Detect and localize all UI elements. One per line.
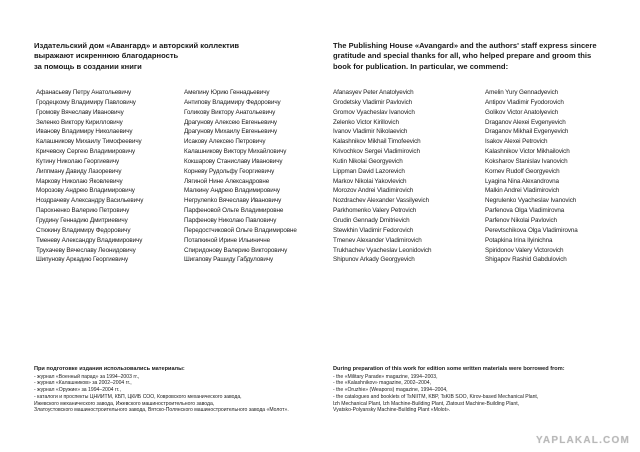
names-list-en-col2: [485, 88, 578, 265]
name-item: Шигапову Рашиду Габдуловичу: [184, 256, 274, 264]
name-item: Potapkina Irina Ilyinichna: [485, 236, 553, 244]
heading-line: Издательский дом «Авангард» и авторский коллектив: [34, 41, 240, 50]
name-item: Драгунову Алексею Евгеньевичу: [184, 118, 277, 126]
name-item: Амелину Юрию Геннадьевичу: [184, 89, 270, 96]
heading-line: The Publishing House «Avangard» and the authors' staff express sincere: [333, 41, 597, 50]
name-item: Nozdrachev Alexander Vassilyevich: [333, 197, 429, 205]
name-item: Маркову Николаю Яковлевичу: [36, 177, 123, 185]
name-item: Lyagina Nina Alexandrovna: [485, 177, 559, 185]
footnote-line: - каталоги и проспекты ЦНИИТМ, КБП, ЦКИБ СОО, Ковровского механического завода,: [34, 393, 242, 400]
name-item: Shigapov Rashid Gabdulovich: [485, 256, 567, 264]
name-item: Draganov Mikhail Evgenyevich: [485, 128, 569, 136]
name-item: Тменеву Александру Владимировичу: [36, 236, 143, 244]
name-item: Ivanov Vladimir Nikolaevich: [333, 128, 408, 136]
name-item: Markov Nikolai Yakovlevich: [333, 177, 407, 185]
heading-line: выражают искреннюю благодарность: [34, 51, 179, 61]
name-item: Malkin Andrei Vladimirovich: [485, 187, 560, 195]
name-item: Иванову Владимиру Николаевичу: [36, 128, 133, 136]
name-item: Негрулenko Вячеславу Ивановичу: [184, 197, 282, 205]
name-item: Negrulenko Vyacheslav Ivanovich: [485, 197, 577, 205]
sources-footnote-ru: [34, 366, 314, 414]
site-watermark: YAPLAKAL.COM: [535, 435, 630, 446]
footnote-line: - the «Oruzhie» (Weapons) magazine, 1994–2004,: [333, 387, 448, 394]
name-item: Koksharov Stanislav Ivanovich: [485, 157, 568, 165]
name-item: Калашникову Виктору Михайловичу: [184, 148, 287, 156]
name-item: Малкину Андрею Владимировичу: [184, 187, 280, 195]
names-list-ru-col1: [36, 88, 143, 265]
name-item: Parkhomenko Valery Petrovich: [333, 207, 417, 215]
acknowledgement-heading-en: [333, 41, 618, 72]
acknowledgement-heading-ru: [34, 41, 304, 72]
name-item: Шипунову Аркадию Георгиевичу: [36, 256, 128, 264]
name-item: Кутину Николаю Георгиевичу: [36, 157, 119, 165]
name-item: Кокшарову Станиславу Ивановичу: [184, 157, 283, 165]
name-item: Gromov Vyacheslav Ivanovich: [333, 108, 415, 116]
name-item: Парфеновой Ольге Владимировне: [184, 207, 284, 215]
name-item: Stewkhin Vladimir Fedorovich: [333, 226, 414, 234]
name-item: Spiridonov Valery Victorovich: [485, 246, 564, 254]
name-item: Amelin Yury Gennadyevich: [485, 89, 559, 96]
name-item: Морозову Андрею Владимировичу: [36, 187, 135, 195]
right-page-english: [322, 0, 640, 452]
names-list-en-col1: [333, 88, 431, 265]
name-item: Грудину Геннадию Дмитриевичу: [36, 216, 128, 224]
names-list-ru-col2: [184, 88, 297, 265]
footnote-line: Златоустовского машиностроительного завода, Вятско-Полянского машиностроительного завода «Молот».: [34, 407, 289, 414]
name-item: Трухачеву Вячеславу Леонидовичу: [36, 246, 136, 254]
name-item: Grudin Gennady Dmitrievich: [333, 216, 410, 224]
name-item: Липпману Давиду Лазоревичу: [36, 167, 122, 175]
name-item: Исакову Алексею Петровичу: [184, 138, 266, 146]
heading-line: gratitude and special thanks for all, who helped prepare and groom this: [333, 51, 592, 61]
name-item: Гродецкому Владимиру Павловичу: [36, 98, 136, 106]
name-item: Afanasyev Peter Anatolyevich: [333, 89, 414, 96]
name-item: Передостчиковой Ольге Владимировне: [184, 226, 297, 234]
footnote-line: - журнал «Оружие» за 1994–2004 гг.,: [34, 387, 121, 394]
name-item: Калашникову Михаилу Тимофеевичу: [36, 138, 142, 146]
name-item: Парфенову Николаю Павловичу: [184, 216, 277, 224]
footnote-line: - журнал «Калашников» за 2002–2004 гг.,: [34, 380, 132, 387]
heading-line: book for publication. In particular, we commend:: [333, 61, 509, 71]
name-item: Драгунову Михаилу Евгеньевичу: [184, 128, 278, 136]
name-item: Krivochkov Sergei Vladimirovich: [333, 148, 420, 156]
name-item: Зеленко Виктору Кирилловичу: [36, 118, 123, 126]
footnote-title: При подготовке издания использовались материалы:: [34, 366, 185, 372]
name-item: Kutin Nikolai Georgyevich: [333, 157, 403, 165]
name-item: Стюкину Владимиру Федоровичу: [36, 226, 131, 234]
name-item: Kalashnikov Mikhail Timofeevich: [333, 138, 421, 146]
name-item: Tmenev Alexander Vladimirovich: [333, 236, 422, 244]
name-item: Антипову Владимиру Федоровичу: [184, 98, 281, 106]
footnote-line: - the «Military Parade» magazine, 1994–2003,: [333, 373, 438, 380]
name-item: Zelenko Victor Kirillovich: [333, 118, 399, 126]
name-item: Афанасьеву Петру Анатольевичу: [36, 89, 132, 96]
footnote-line: - the «Kalashnikov» magazine, 2002–2004,: [333, 380, 431, 387]
name-item: Парохненко Валерию Петровичу: [36, 207, 130, 215]
name-item: Громову Вячеславу Ивановичу: [36, 108, 124, 116]
name-item: Потапкиной Ирине Ильиничне: [184, 236, 271, 244]
name-item: Спиридонову Валерию Викторовичу: [184, 246, 288, 254]
name-item: Shipunov Arkady Georgyevich: [333, 256, 415, 264]
footnote-line: Ижевского механического завода, Ижевского машиностроительного завода,: [34, 400, 215, 407]
sources-footnote-en: [333, 366, 633, 414]
footnote-line: Vyatsko-Polyansky Machine-Building Plant «Molot».: [333, 407, 451, 414]
name-item: Parfenova Olga Vladimirovna: [485, 207, 565, 215]
name-item: Lippman David Lazorevich: [333, 167, 405, 175]
name-item: Isakov Alexei Petrovich: [485, 138, 548, 146]
footnote-line: - the catalogues and booklets of TsNIITM, KBP, TsKIB SOO, Kirov-based Mechanical Plant,: [333, 393, 539, 400]
name-item: Draganov Alexei Evgenyevich: [485, 118, 566, 126]
name-item: Trukhachev Vyacheslav Leonidovich: [333, 246, 432, 254]
name-item: Ноздрачеву Александру Васильевичу: [36, 197, 144, 205]
name-item: Kalashnikov Victor Mikhailovich: [485, 148, 570, 156]
name-item: Perevtschikova Olga Vladimirovna: [485, 226, 578, 234]
name-item: Grodetsky Vladimir Pavlovich: [333, 98, 413, 106]
name-item: Golikov Victor Anatolyevich: [485, 108, 559, 116]
left-page-russian: [0, 0, 318, 452]
name-item: Parfenov Nikolai Pavlovich: [485, 216, 557, 224]
name-item: Antipov Vladimir Fyodorovich: [485, 98, 564, 106]
name-item: Голикову Виктору Анатольевичу: [184, 108, 276, 116]
footnote-title: During preparation of this work for edition some written materials were borrowed from:: [333, 366, 565, 372]
name-item: Корневу Рудольфу Георгиевичу: [184, 167, 275, 175]
name-item: Morozov Andrei Vladimirovich: [333, 187, 414, 195]
footnote-line: Izh Mechanical Plant, Izh Machine-Building Plant, Zlatoust Machine-Building Plant,: [333, 400, 520, 407]
heading-line: за помощь в создании книги: [34, 61, 142, 71]
name-item: Kornev Rudolf Georgyevich: [485, 167, 560, 175]
footnote-line: - журнал «Военный парад» за 1994–2003 гг.,: [34, 373, 140, 380]
name-item: Кричевску Сергею Владимировичу: [36, 148, 136, 156]
name-item: Лягиной Нине Александровне: [184, 177, 270, 185]
